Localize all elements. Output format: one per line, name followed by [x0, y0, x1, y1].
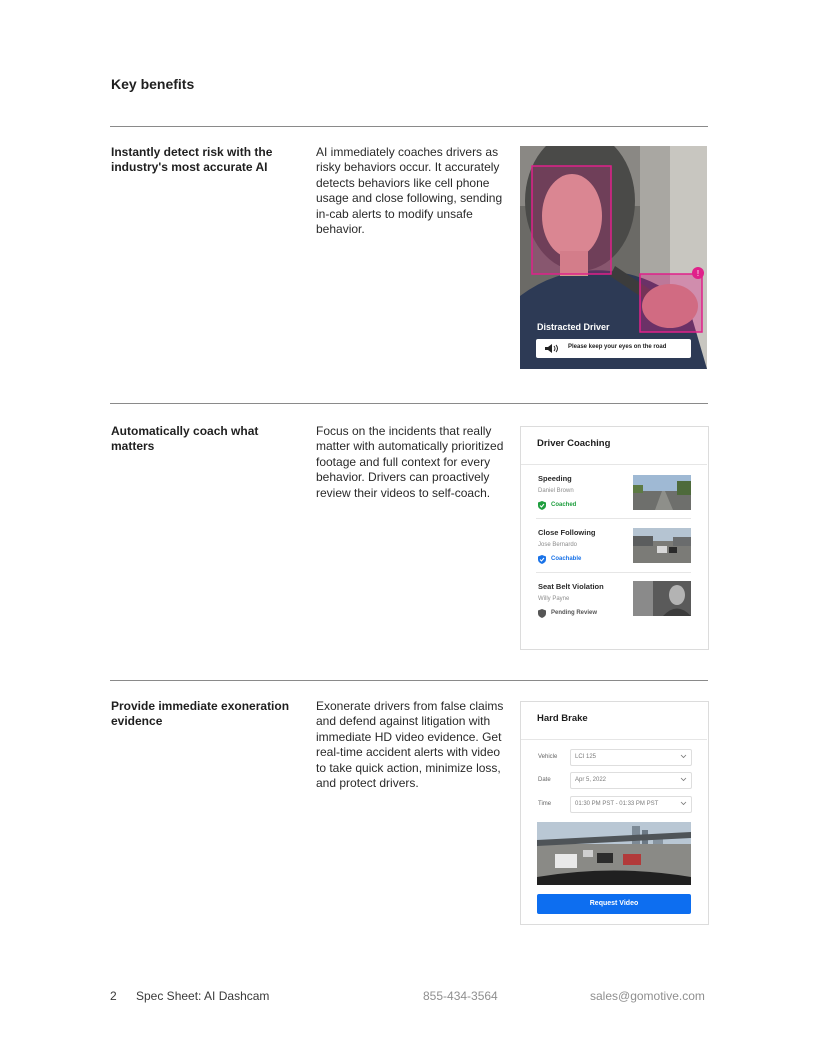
- section-body: AI immediately coaches drivers as risky behaviors occur. It accurately detects behaviors like cell phone usage and close following, sending in-cab alerts to modify unsafe behavior.: [316, 145, 503, 237]
- speaker-icon: [544, 343, 560, 354]
- field-label: Time: [538, 801, 552, 807]
- field-label: Vehicle: [538, 754, 558, 760]
- coaching-event[interactable]: Speeding: [538, 474, 572, 483]
- hard-brake-card: [520, 701, 709, 925]
- video-thumbnail[interactable]: [633, 581, 691, 616]
- section-divider: [110, 126, 708, 127]
- select-value: 01:30 PM PST - 01:33 PM PST: [575, 801, 659, 807]
- shield-icon: [538, 555, 546, 564]
- driver-alert-photo: [520, 146, 707, 369]
- select-value: LCI 125: [575, 754, 597, 760]
- phone-number[interactable]: 855-434-3564: [423, 989, 498, 1003]
- card-title: Hard Brake: [537, 713, 588, 724]
- page-number: 2: [110, 989, 117, 1003]
- status-badge: Coached: [551, 502, 577, 508]
- divider: [521, 464, 707, 465]
- divider: [536, 572, 691, 573]
- coaching-event[interactable]: Seat Belt Violation: [538, 582, 604, 591]
- select-value: Apr 5, 2022: [575, 777, 607, 783]
- dashcam-video-frame[interactable]: [537, 822, 691, 885]
- request-video-button[interactable]: Request Video: [537, 894, 691, 914]
- alert-badge: !: [696, 269, 700, 278]
- section-divider: [110, 680, 708, 681]
- video-thumbnail[interactable]: [633, 475, 691, 510]
- coaching-event[interactable]: Close Following: [538, 528, 596, 537]
- status-badge: Pending Review: [551, 610, 598, 616]
- divider: [521, 739, 707, 740]
- chevron-down-icon: [680, 777, 687, 782]
- shield-check-icon: [538, 501, 546, 510]
- section-title: Automatically coach what matters: [111, 424, 259, 453]
- shield-icon: [538, 609, 546, 618]
- driver-name: Jose Bernardo: [538, 542, 578, 548]
- chevron-down-icon: [680, 801, 687, 806]
- alert-label: Distracted Driver: [537, 322, 610, 332]
- section-body: Focus on the incidents that really matter with automatically prioritized footage and full context for every behavior. Drivers can proactively review their videos to self-coach.: [316, 424, 504, 500]
- section-body: Exonerate drivers from false claims and defend against litigation with immediate HD video evidence. Get real-time accident alerts with video to take quick action, minimize loss, and protect drivers.: [316, 699, 504, 791]
- section-divider: [110, 403, 708, 404]
- alert-message: Please keep your eyes on the road: [568, 344, 667, 350]
- section-title: Provide immediate exoneration evidence: [111, 699, 290, 728]
- card-title: Driver Coaching: [537, 438, 611, 449]
- email-link[interactable]: sales@gomotive.com: [590, 989, 705, 1003]
- page-heading: Key benefits: [111, 76, 195, 92]
- driver-name: Willy Payne: [538, 596, 570, 602]
- driver-name: Daniel Brown: [538, 488, 574, 494]
- section-title: Instantly detect risk with the industry's most accurate AI: [111, 145, 273, 174]
- divider: [536, 518, 691, 519]
- status-badge: Coachable: [551, 556, 582, 562]
- video-thumbnail[interactable]: [633, 528, 691, 563]
- doc-title: Spec Sheet: AI Dashcam: [136, 989, 270, 1003]
- field-label: Date: [538, 777, 551, 783]
- chevron-down-icon: [680, 754, 687, 759]
